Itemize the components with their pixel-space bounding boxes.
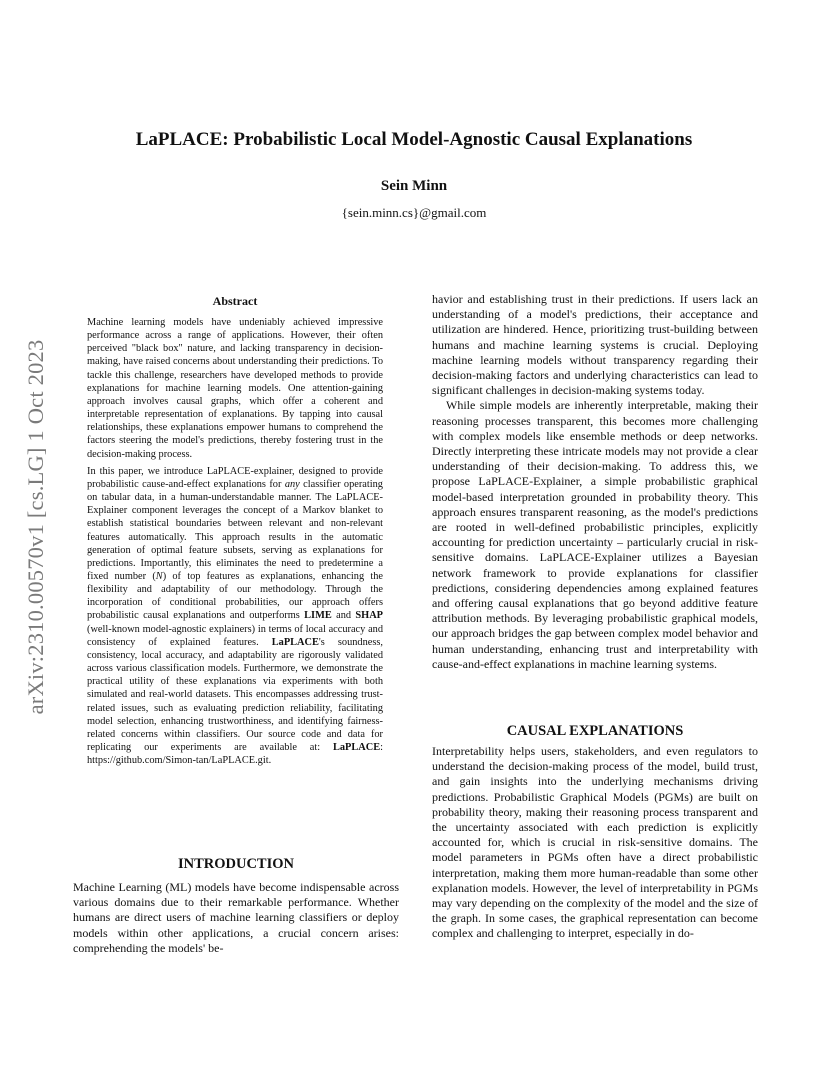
section-heading-introduction: INTRODUCTION (177, 856, 294, 872)
abstract-heading: Abstract (212, 294, 258, 308)
intro-paragraph-1-start (73, 880, 399, 956)
intro-paragraph-1-part-a: Machine Learning (ML) models have become indispensable across various domains due to their remarkable performance. Whether humans are direct users of machine learning classifiers or deploy models within other applications, a crucial concern arises: comprehending the models' be- (73, 880, 399, 955)
intro-right-column (432, 292, 758, 672)
abstract-paragraph-2: In this paper, we introduce LaPLACE-explainer, designed to provide probabilistic cause-and-effect explanations for any classifier operating on tabular data, in a human-understandable manner. The LaPLACE-Explainer component leverages the concept of a Markov blanket to establish statistical boundaries between relevant and non-relevant features automatically. This approach results in the automatic generation of optimal feature subsets, serving as explanations for predictions. Importantly, this eliminates the need to predetermine a fixed number (N) of top features as explanations, enhancing the flexibility and adaptability of our methodology. Through the incorporation of conditional probabilities, our approach offers probabilistic causal explanations and outperforms LIME and SHAP (well-known model-agnostic explainers) in terms of local accuracy and consistency of explained features. LaPLACE's soundness, consistency, local accuracy, and adaptability are rigorously validated across various classification models. Furthermore, we demonstrate the practical utility of these explanations via experiments with both simulated and real-world datasets. This encompasses addressing trust-related issues, such as evaluating prediction reliability, facilitating model selection, enhancing trustworthiness, and identifying fairness-related concerns within classifiers. Our source code and data for replicating our experiments are available at: LaPLACE: https://github.com/Simon-tan/LaPLACE.git. (87, 465, 383, 767)
causal-paragraph-1: Interpretability helps users, stakeholders, and even regulators to understand the decision-making process of the model, build trust, and gain insights into the underlying mechanisms driving predictions. Probabilistic Graphical Models (PGMs) are built on probability theory, making their reasoning process transparent and the uncertainty associated with each prediction is explicitly accounted for, which is crucial in risk-sensitive domains. The model parameters in PGMs often have a direct probabilistic interpretation, making them more human-readable than some other explanation models. However, the level of interpretability in PGMs may vary depending on the complexity of the model and the size of the graph. In some cases, the graphical representation can become complex and challenging to interpret, especially in do- (432, 744, 758, 941)
author-email: {sein.minn.cs}@gmail.com (341, 205, 487, 220)
section-heading-causal-explanations: CAUSAL EXPLANATIONS (506, 723, 684, 739)
causal-explanations-text (432, 744, 758, 942)
intro-paragraph-1-part-b: havior and establishing trust in their predictions. If users lack an understanding of a model's predictions, their acceptance and utilization are hindered. Hence, prioritizing trust-building between humans and machine learning systems is crucial. Deploying machine learning models without transparency regarding their decision-making factors and underlying characteristics can lead to significant challenges in decision-making systems today. (432, 292, 758, 398)
arxiv-identifier: arXiv:2310.00570v1 [cs.LG] 1 Oct 2023 (23, 339, 48, 715)
abstract (87, 294, 383, 771)
intro-paragraph-2: While simple models are inherently interpretable, making their reasoning processes transparent, this becomes more challenging with complex models like ensemble methods or deep networks. Directly interpreting these intricate models may not provide a clear understanding of their decision-making. To address this, we propose LaPLACE-Explainer, a simple probabilistic graphical model-based interpretation grounded in probability theory. This approach ensures transparent reasoning, as the model's predictions are rooted in well-defined probabilistic principles, explicitly accounting for prediction uncertainty – particularly crucial in risk-sensitive domains. LaPLACE-Explainer utilizes a Bayesian network framework to provide explanations for classifier predictions, considering dependencies among explained features and offering causal explanations that go beyond additive feature attribution methods. By leveraging probabilistic graphical models, our approach bridges the gap between complex model behavior and human understanding, enhancing trust and interpretability with cause-and-effect explanations in machine learning systems. (432, 398, 758, 671)
paper-title: LaPLACE: Probabilistic Local Model-Agnostic Causal Explanations (135, 129, 693, 150)
author-name: Sein Minn (380, 178, 448, 194)
abstract-paragraph-1: Machine learning models have undeniably achieved impressive performance across a range of applications. However, their often perceived "black box" nature, and lacking transparency in decision-making, have raised concerns about understanding their predictions. To tackle this challenge, researchers have developed methods to provide explanations for machine learning models. One attention-gaining approach involves causal graphs, which offer a coherent and interpretable representation of explanations. By tapping into causal relationships, these explanations empower humans to comprehend the factors steering the model's predictions, thereby fostering trust in the decision-making process. (87, 317, 383, 460)
